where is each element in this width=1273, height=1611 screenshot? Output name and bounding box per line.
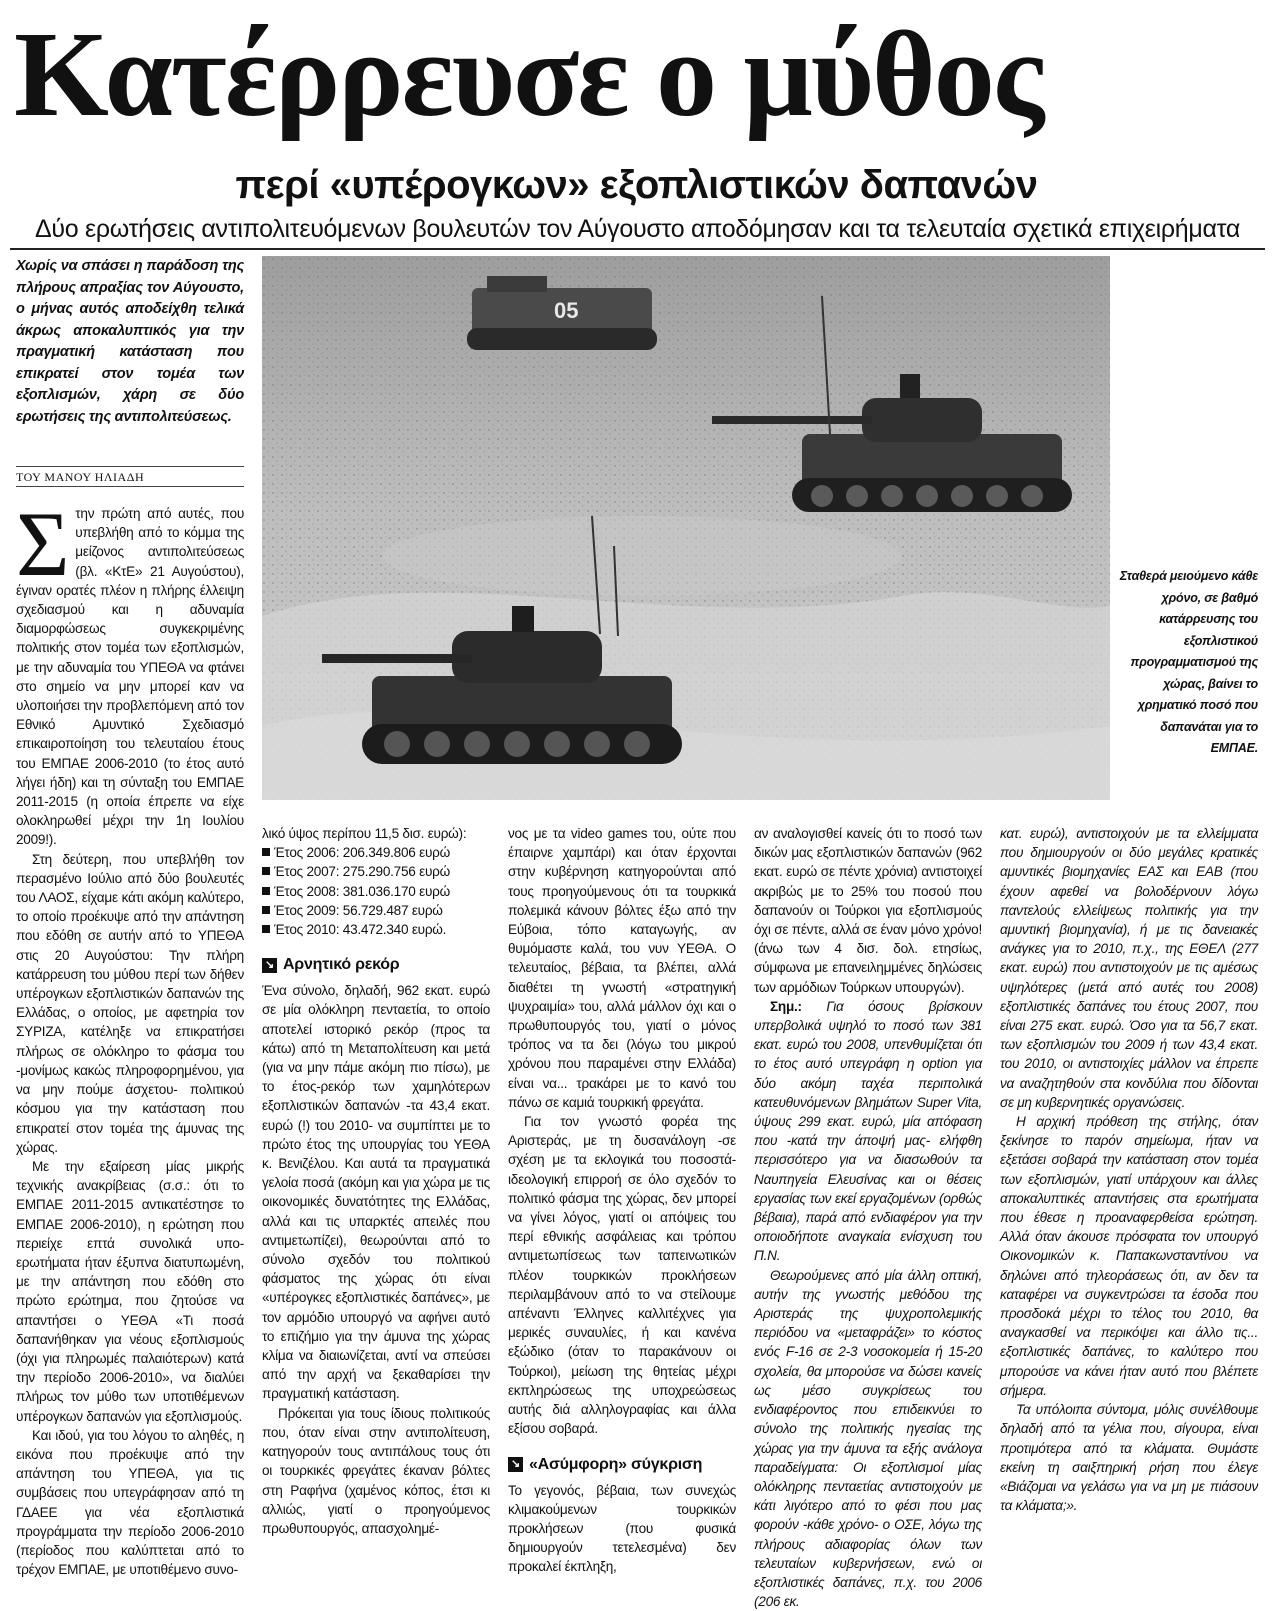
year-list <box>262 843 490 939</box>
subheadline: περί «υπέρογκων» εξοπλιστικών δαπανών <box>235 163 1038 207</box>
col5-paragraph: Η αρχική πρόθεση της στήλης, όταν ξεκίνησε το παρόν σημείωμα, ήταν να εξετάσει σοβαρά την κατάσταση στον τομέα των εξοπλισμών, γιατί υπάρχουν και άλλες αποκαλυπτικές απαντήσεις στα ερωτήματα που έθεσε η προαναφερθείσα ερώτηση. Αλλά όταν άκουσε πρόσφατα τον υπουργό Οικονομικών κ. Παπακωνσταντίνου να δηλώνει από τηλεοράσεως ότι, αν δεν τα καταφέρει να συγκεντρώσει τα έσοδα που προσδοκά μέχρι το τέλος του 2010, θα αναγκασθεί να περικόψει και άλλο τις... εξοπλιστικές δαπάνες, το καλύτερο που μπορούσε να κάνει ήταν αυτό που βλέπετε σήμερα. <box>1000 1114 1258 1398</box>
photo-caption: Σταθερά μειούμενο κάθε χρόνο, σε βαθμό κατάρρευσης του εξοπλιστικού προγραμματισμού της χώρας, βαίνει το χρηματικό ποσό που δαπανάται για το ΕΜΠΑΕ. <box>1119 569 1258 755</box>
dropcap: Σ <box>16 493 70 595</box>
column-1 <box>16 493 244 1596</box>
header-rule <box>10 248 1265 250</box>
arrow-box-icon: ↘ <box>262 958 277 973</box>
col2-paragraph: λικό ύψος περίπου 11,5 δισ. ευρώ): <box>262 826 467 841</box>
tanks-photo <box>262 256 1110 800</box>
section-heading-comparison: ↘ «Ασύμφορη» σύγκριση <box>508 1453 736 1477</box>
byline: ΤΟΥ ΜΑΝΟΥ ΗΛΙΑΔΗ <box>16 466 244 485</box>
column-4 <box>754 824 982 1610</box>
col5-paragraph: Τα υπόλοιπα σύντομα, μόλις συνέλθουμε δηλαδή από τα γέλια που, σίγουρα, είναι προτιμότερα από τα κλάματα. Θυμάστε εκείνη τη σαιξπηρική ρήση που έλεγε «Βιάζομαι να γελάσω για να μη με πιάσουν τα κλάματα;». <box>1000 1402 1258 1514</box>
apc-number: 05 <box>554 298 579 323</box>
tanks-photo-illustration <box>262 256 1110 800</box>
col1-paragraph: Και ιδού, για του λόγου το αληθές, η εικόνα που προέκυψε από την απάντηση του ΥΠΕΘΑ, για τις συμβάσεις που υπεγράφησαν από τη ΓΔΑΕΕ για νέα εξοπλιστικά προγράμματα την περίοδο 2006-2010 (περίοδος που καλύπτεται από το τρέχον ΕΜΠΑΕ, με υποτιθέμενο συνο- <box>16 1427 244 1578</box>
lead-paragraph: Χωρίς να σπάσει η παράδοση της πλήρους απραξίας τον Αύγουστο, ο μήνας αυτός αποδείχθη τελικά άκρως αποκαλυπτικός για την πραγματική κατάσταση που επικρατεί στον τομέα των εξοπλισμών, χάρη σε δύο ερωτήσεις της αντιπολιτεύσεως. <box>16 258 244 425</box>
year-item: Έτος 2010: 43.472.340 ευρώ. <box>262 920 490 939</box>
col3-paragraph: Το γεγονός, βέβαια, των συνεχώς κλιμακούμενων τουρκικών προκλήσεων (που φυσικά δημιουργούν τετελεσμένα) δεν προκαλεί έκπληξη, <box>508 1482 736 1575</box>
col3-paragraph: Για τον γνωστό φορέα της Αριστεράς, με τη δυσανάλογη -σε σχέση με τα εκλογικά του ποσοστά- ιδεολογική επιρροή σε όλο σχεδόν το πολιτικό φάσμα της χώρας, δεν μπορεί να γίνει λόγος, γιατί οι απόψεις του περί εθνικής ασφάλειας και τρόπου αντιμετωπίσεως των ταπεινωτικών πλέον τουρκικών προκλήσεων περιλαμβάνουν από το να στείλουμε απέναντι Έλληνες καλλιτέχνες για μερικές συναυλίες, ή και κανένα εξώδικο (όταν το παρακάνουν οι Τούρκοι), μείωση της θητείας μέχρι εκπληρώσεως της υποχρεώσεως αυτής διά αλληλογραφίας και άλλα εξίσου σοβαρά. <box>508 1114 736 1437</box>
section-heading-negative-record: ↘ Αρνητικό ρεκόρ <box>262 953 490 977</box>
column-5 <box>1000 824 1258 1596</box>
col5-paragraph: κατ. ευρώ), αντιστοιχούν με τα ελλείμματα που δημιουργούν οι δύο μεγάλες κρατικές αμυντικές βιομηχανίες ΕΑΣ και ΕΑΒ (που έχουν αφεθεί να βολοδέρνουν λόγω παντελούς ελλείψεως πολιτικής για την αμυντική βιομηχανία), ή με τις δανειακές ανάγκες για το 2010, π.χ., της ΕΘΕΛ (277 εκατ. ευρώ) που αντιστοιχούν με τις αμέσως υψηλότερες (μετά από αυτές του 2008) εξοπλιστικές δαπάνες του έτους 2007, που είναι 275 εκατ. ευρώ. Όσο για τα 56,7 εκατ. των εξοπλισμών του 2009 ή των 43,4 εκατ. του 2010, οι αντιστοιχίες μάλλον να έπρεπε να αναζητηθούν στα κονδύλια που δίδονται σε μη κυβερνητικές οργανώσεις. <box>1000 826 1258 1110</box>
col1-paragraph: Στη δεύτερη, που υπεβλήθη τον περασμένο Ιούλιο από δύο βουλευτές του ΛΑΟΣ, είχαμε κάτι ακόμη καλύτερο, το οποίο προέκυψε από την απάντηση που εδόθη σε αυτήν από το ΥΠΕΘΑ στις 20 Αυγούστου: Την πλήρη κατάρρευση του μύθου περί των δήθεν υπέρογκων εξοπλιστικών δαπανών της Ελλάδας, ο οποίος, με αφετηρία τον ΣΥΡΙΖΑ, κατέληξε να επικρατήσει πλήρως σε ολόκληρο το φάσμα του -μονίμως κακώς πληροφορημένου, για να μην πούμε άσχετου- πολιτικού κόσμου για την κατάσταση που επικρατεί στον τομέα της άμυνας της χώρας. <box>16 851 244 1155</box>
arrow-box-icon: ↘ <box>508 1457 523 1472</box>
col3-paragraph: νος με τα video games του, ούτε που έπαιρνε χαμπάρι) και όταν έρχονται στην κυβέρνηση κατηγορούνται από τους προηγούμενους ότι τα τουρκικά πολεμικά κάνουν βόλτες έξω από την Εύβοια, τόπο καταγωγής, αν θυμόμαστε καλά, του νυν ΥΕΘΑ. Ο τελευταίος, βέβαια, τα βλέπει, αλλά διαθέτει τη γνωστή «στρατηγική ψυχραιμία» του, αλλά μάλλον όχι και ο πρωθυπουργός του, γιατί ο μόνος τρόπος να τα δει (λόγω του μικρού χρόνου που παραμένει στην Ελλάδα) είναι να... τρακάρει με το κανό του πάνω σε καμιά τουρκική φρεγάτα. <box>508 826 736 1110</box>
col4-paragraph: αν αναλογισθεί κανείς ότι το ποσό των δικών μας εξοπλιστικών δαπανών (962 εκατ. ευρώ σε πέντε χρόνια) αντιστοιχεί ακριβώς με το 25% του ποσού που δαπανούν οι Τούρκοι για εξοπλισμούς όχι σε πέντε, αλλά σε έναν μόνο χρόνο! (άνω των 4 δισ. δολ. ετησίως, σύμφωνα με επανειλημμένες δηλώσεις των αρμόδιων Τούρκων υπουργών). <box>754 826 982 995</box>
byline-rule <box>16 486 244 487</box>
col4-note: Σημ.: Για όσους βρίσκουν υπερβολικά υψηλό το ποσό των 381 εκατ. ευρώ του 2008, υπενθυμίζεται ότι το έτος αυτό υπεγράφη η option για δύο ακόμη ταχέα περιπολικά κατευθυνόμενων βλημάτων Super Vita, ύψους 299 εκατ. ευρώ, μία απόφαση που -κατά την άποψή μας- ελήφθη περισσότερο για να διασωθούν τα Ναυπηγεία Ελευσίνας και οι θέσεις εργασίας των εκεί εργαζομένων (ορθώς βέβαια), παρά από ενδιαφέρον για την οποιοδήποτε αναγκαία ενίσχυση του Π.Ν. <box>754 998 982 1264</box>
col1-paragraph: Με την εξαίρεση μίας μικρής τεχνικής ανακρίβειας (σ.σ.: ότι το ΕΜΠΑΕ 2011-2015 αντικατέστησε το ΕΜΠΑΕ 2006-2010), η ερώτηση που περιείχε επτά συνολικά υπο-ερωτήματα ήταν έξυπνα διατυπωμένη, με την απάντηση που εδόθη στο πρώτο ερώτημα, που ζητούσε να απαντήσει ο ΥΕΘΑ «Τι ποσά δαπανήθηκαν για νέους εξοπλισμούς (όχι για πληρωμές παλαιότερων) κατά την περίοδο 2006-2010», να διαλύει πλήρως τον μύθο των υποτιθέμενων υπέρογκων δαπανών για εξοπλισμούς. <box>16 1158 244 1424</box>
year-item: Έτος 2007: 275.290.756 ευρώ <box>262 862 490 881</box>
column-3 <box>508 824 736 1596</box>
col2-paragraph: Ένα σύνολο, δηλαδή, 962 εκατ. ευρώ σε μία ολόκληρη πενταετία, το οποίο αποτελεί ιστορικό ρεκόρ (προς τα κάτω) από τη Μεταπολίτευση και μετά (για να μην πάμε ακόμη πιο πίσω), με το έτος-ρεκόρ των χαμηλότερων εξοπλιστικών δαπανών -τα 43,4 εκατ. ευρώ (!) του 2010- να συμπίπτει με το πρώτο έτος της υπουργίας του ΥΕΘΑ κ. Βενιζέλου. Και αυτά τα πραγματικά γελοία ποσά (ακόμη και για χώρα με τις οικονομικές δυνατότητες της Ελλάδας, αλλά και τις υπαρκτές απειλές που αντιμετωπίζει), θεωρούνται από το σύνολο σχεδόν του πολιτικού φάσματος της χώρας ότι είναι «υπέρογκες εξοπλιστικές δαπάνες», με τον αρμόδιο υπουργό να αφήνει αυτό το επιζήμιο για την άμυνα της χώρας κλίμα να διαιωνίζεται, αντί να σπεύσει από την αρχή να ξεκαθαρίσει την πραγματική κατάσταση. <box>262 983 490 1402</box>
col1-paragraph: την πρώτη από αυτές, που υπεβλήθη από το κόμμα της μείζονος αντιπολιτεύσεως (βλ. «ΚτΕ» 21 Αυγούστου), έγιναν ορατές πλέον η πλήρης έλλειψη σχεδιασμού και η αδυναμία διαμορφώσεως συγκεκριμένης πολιτικής στον τομέα των εξοπλισμών, με την αδυναμία του ΥΠΕΘΑ να φτάνει στο σημείο να μην μπορεί καν να υλοποιήσει την προβλεπόμενη από τον Εθνικό Αμυντικό Σχεδιασμό επικαιροποίηση του τελευταίου έτους του ΕΜΠΑΕ 2006-2010 (το έτος αυτό λήγει ήδη) και τη σύνταξη του ΕΜΠΑΕ 2011-2015 (η οποία έπρεπε να είχε ολοκληρωθεί μέχρι την 1η Ιουλίου 2009!). <box>16 506 244 848</box>
headline: Κατέρρευσε ο μύθος <box>14 7 1043 142</box>
col2-paragraph: Πρόκειται για τους ίδιους πολιτικούς που, όταν είναι στην αντιπολίτευση, κατηγορούν τους αντιπάλους τους ότι οι τουρκικές φρεγάτες έκαναν βόλτες στη Ραφήνα (χαμένος κόπος, έτσι κι αλλιώς, γιατί ο προηγούμενος πρωθυπουργός, απασχολημέ- <box>262 1405 490 1536</box>
year-item: Έτος 2008: 381.036.170 ευρώ <box>262 882 490 901</box>
col4-paragraph: Θεωρούμενες από μία άλλη οπτική, αυτήν της γνωστής μεθόδου της Αριστεράς της ψυχροπολεμικής περιόδου να «μεταφράζει» το κόστος ενός F-16 σε 2-3 νοσοκομεία ή 15-20 σχολεία, θα μπορούσε να δώσει κανείς ως μέσο συγκρίσεως του ενδιαφέροντος που επιδεικνύει το σύνολο της πολιτικής ηγεσίας της χώρας για την άμυνα τα εξής ανάλογα παραδείγματα: Οι εξοπλισμοί μίας ολόκληρης πενταετίας αντιστοιχούν με κάτι λιγότερο από το φέσι που μας φορούν -κάθε χρόνο- ο ΟΣΕ, λόγω της πλήρους αδιαφορίας όλων των τελευταίων κυβερνήσεων, ενώ οι εξοπλιστικές δαπάνες, π.χ. του 2006 (206 εκ. <box>754 1267 982 1610</box>
year-item: Έτος 2009: 56.729.487 ευρώ <box>262 901 490 920</box>
column-2 <box>262 824 490 1596</box>
year-item: Έτος 2006: 206.349.806 ευρώ <box>262 843 490 862</box>
deck: Δύο ερωτήσεις αντιπολιτευόμενων βουλευτών τον Αύγουστο αποδόμησαν και τα τελευταία σχετικά επιχειρήματα <box>34 215 1241 243</box>
